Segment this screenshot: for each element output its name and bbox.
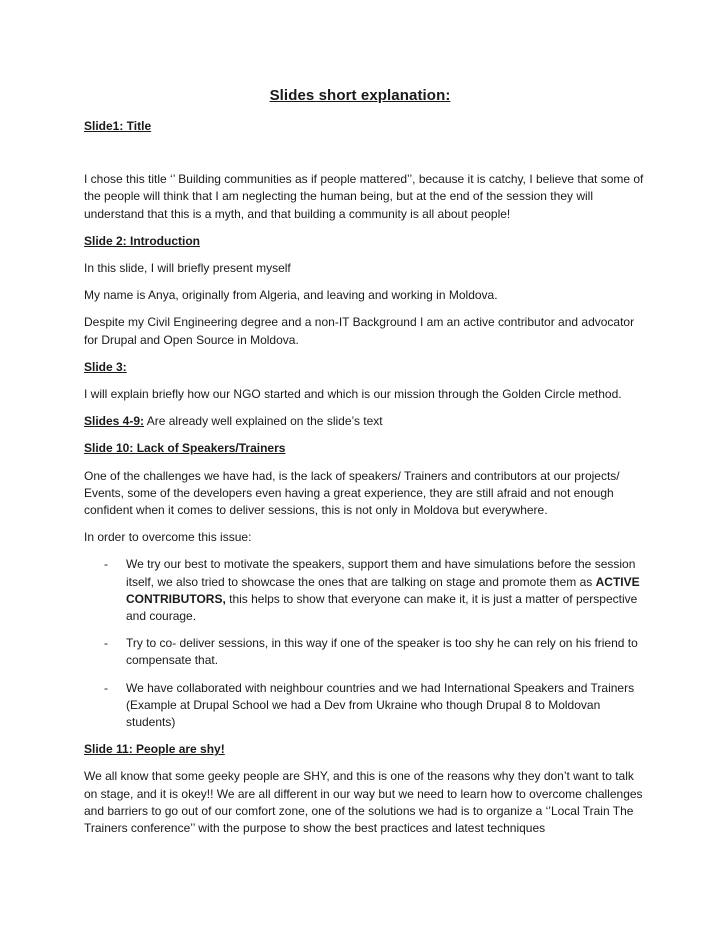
document-title: Slides short explanation:	[269, 87, 451, 104]
slide3-text: I will explain briefly how our NGO started and which is our mission through the Golden Circle method.	[84, 387, 622, 402]
bullet1-text-b: this helps to show that everyone can make it, it is just a matter of perspective and courage.	[126, 591, 638, 624]
slide2-paragraph-3: Despite my Civil Engineering degree and a non-IT Background I am an active contributor and advocator for Drupal and Open Source in Moldova.	[84, 315, 635, 347]
slide10-heading: Slide 10: Lack of Speakers/Trainers	[84, 441, 286, 456]
slide3-heading: Slide 3:	[84, 359, 127, 374]
slide1-heading: Slide1: Title	[84, 119, 152, 133]
list-item	[84, 635, 644, 669]
bullet3-text: We have collaborated with neighbour countries and we had International Speakers and Trainers (Example at Drupal School we had a Dev from Ukraine who though Drupal 8 to Moldovan students)	[126, 680, 635, 730]
dash-marker: -	[104, 636, 108, 651]
slide2-heading: Slide 2: Introduction	[84, 233, 200, 248]
bullet1-bold-text: ACTIVE CONTRIBUTORS,	[126, 574, 640, 606]
slide10-paragraph-2: In order to overcome this issue:	[84, 530, 252, 545]
slide10-paragraph-1: One of the challenges we have had, is the lack of speakers/ Trainers and contributors at our projects/ Events, some of the developers even having a great experience, they are still afraid and not enough confident when it comes to deliver sessions, this is not only in Moldova but everywhere.	[84, 468, 620, 518]
list-item	[84, 556, 644, 625]
document-body	[84, 118, 644, 847]
slide11-text: We all know that some geeky people are SHY, and this is one of the reasons why they don’t want to talk on stage, and it is okey!! We are all different in our way but we need to learn how to overcome challenges and barriers to go out of our comfort zone, one of the solutions we had is to organize a ‘’Local Train The Trainers conference’’ with the purpose to show the best practices and latest techniques	[84, 769, 643, 836]
slide10-bullet-list	[84, 556, 644, 731]
slides4-9-text: Are already well explained on the slide’s text	[144, 414, 383, 429]
slide1-text: I chose this title ‘’ Building communities as if people mattered’’, because it is catchy, I believe that some of the people will think that I am neglecting the human being, but at the end of the session they will understand that this is a myth, and that building a community is all about people!	[84, 172, 644, 221]
slides4-9-heading: Slides 4-9:	[84, 414, 145, 429]
dash-marker: -	[104, 557, 108, 572]
slide2-paragraph-1: In this slide, I will briefly present myself	[84, 261, 291, 276]
dash-marker: -	[104, 680, 108, 695]
spacer	[84, 145, 644, 171]
slides4-9-paragraph	[84, 413, 644, 430]
bullet1-text-a: We try our best to motivate the speakers, support them and have simulations before the session itself, we also tried to showcase the ones that are talking on stage and promote them as	[126, 557, 636, 589]
bullet2-text: Try to co- deliver sessions, in this way if one of the speaker is too shy he can rely on his friend to compensate that.	[126, 636, 638, 668]
slide2-paragraph-2: My name is Anya, originally from Algeria, and leaving and working in Moldova.	[84, 288, 498, 303]
slide11-heading: Slide 11: People are shy!	[84, 742, 225, 757]
list-item	[84, 680, 644, 732]
